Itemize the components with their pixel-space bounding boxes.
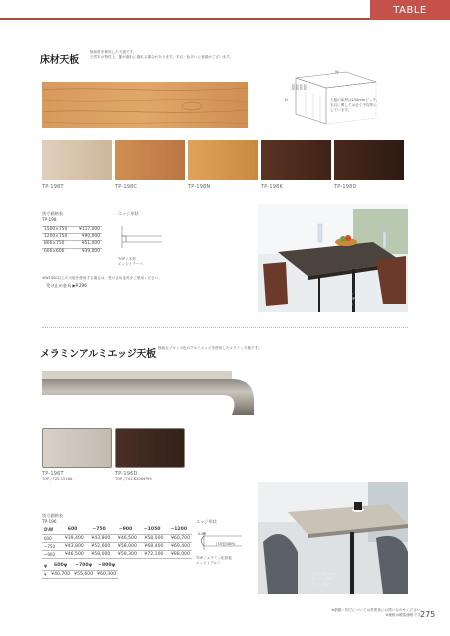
dim-d-label: D [285, 98, 288, 102]
caption-line: 天板: TP-196T [312, 572, 337, 576]
section2-title: メラミンアルミエッジ天板 [40, 349, 156, 360]
swatch-tp196d [115, 428, 185, 482]
desc-line-1: 無垢材を使用した天板です。 [90, 50, 137, 54]
edge-labels-2 [196, 556, 232, 566]
swatch-tp198n [188, 140, 258, 190]
edge-label-top: TOP / 木材 [118, 257, 136, 261]
section-label: TABLE [393, 4, 427, 16]
swatch-label: TP-198D [334, 184, 357, 190]
dim-stack-4: 150 [303, 84, 307, 91]
price-table [42, 226, 102, 255]
swatch-label: TP-198K [261, 184, 283, 190]
edge-title: エッジ形状 [118, 211, 139, 216]
dim-stack-1: 150 [291, 84, 295, 91]
price-grid [42, 526, 192, 559]
edge-label-edge: エッジ / テーパ [118, 262, 143, 266]
swatch-label: TP-196D [115, 471, 138, 477]
edge-size: (35型/48R) [216, 542, 236, 546]
dim-w-label: W [335, 70, 339, 74]
swatch-tp196t [42, 428, 112, 482]
swatch-sublabel: TOP / T25-1518A [42, 477, 73, 481]
footer-note: ※納期・別寸については営業者にお問い合わせください。 [331, 608, 424, 612]
price-table-title: 別寸価格表 [42, 211, 63, 216]
edge-label-top: TOP / メラミン化粧板 [196, 556, 232, 560]
table-row: 800×750 ¥51,000 [44, 241, 100, 247]
swatch-tp198d [334, 140, 404, 190]
desc-line-2: 天然木の特性上、節が割れに割れる場合があります。木目・色あいに表情がございます。 [90, 55, 234, 59]
price-grid-code: TP-196 [42, 519, 57, 524]
edge-label-edge: エッジ / アルミ [196, 561, 221, 565]
table-row: ~750 ¥43,800 ¥52,600 ¥58,000 ¥68,400 ¥69,400 [44, 543, 190, 549]
swatch-tp198c [115, 140, 185, 190]
round-price-grid [42, 562, 118, 579]
dim-stack-3: 150 [299, 84, 303, 91]
table-row: 600×600 ¥39,000 [44, 248, 100, 254]
photo-caption-1 [345, 292, 370, 307]
footnote: ※W1500以上の天板を使用する場合は、受け止め金具をご使用ください。 [42, 276, 162, 280]
edge-labels [118, 257, 143, 267]
section-tab [370, 0, 450, 20]
swatch-label: TP-198T [42, 184, 64, 190]
aluminum-edge-image [42, 371, 254, 415]
swatch-label: TP-196T [42, 471, 64, 477]
table-row: φ 600φ ~700φ ~800φ [42, 562, 118, 570]
caption-line: 脚: TP-185S [345, 297, 366, 301]
dim-note-3: しています。 [330, 108, 352, 112]
swatch-label: TP-198N [188, 184, 211, 190]
table-photo-1 [258, 204, 408, 312]
swatch-sublabel: TOP / T41-K2064*99 [115, 477, 152, 481]
edge-title-2: エッジ形状 [196, 519, 217, 524]
table-row: ¥ ¥40,700 ¥55,600 ¥60,300 [44, 571, 117, 577]
footer-notes [300, 608, 424, 618]
edge-profile-diagram [118, 220, 164, 252]
wood-slab-image [42, 82, 248, 128]
section1-desc [90, 50, 280, 60]
caption-line: 椅子: 別途 [312, 582, 329, 586]
section1-title: 床材天板 [40, 55, 79, 66]
section2-desc: 無垢なブロンズ色のアルミエッジを使用したメラミン天板です。 [158, 346, 262, 350]
caption-line: 脚: TP-185S [312, 577, 333, 581]
dim-stack-2: 150 [295, 84, 299, 91]
price-table-code: TP-198 [42, 217, 57, 222]
table-row: 600 ¥39,400 ¥43,800 ¥46,500 ¥58,000 ¥60,700 [44, 535, 190, 541]
swatch-tp198k [261, 140, 331, 190]
dim-stack [291, 84, 307, 126]
accessory-link[interactable]: 受け止め金具 ▶P.296 [46, 283, 87, 288]
caption-line: 椅子: 別途 [345, 302, 362, 306]
dim-note [330, 98, 410, 113]
price-grid-title: 別寸価格表 [42, 513, 63, 518]
page-number: 275 [420, 610, 436, 619]
dim-note-1: 天板の床材は150mmピッチ。 [330, 98, 380, 102]
edge-mark: 0.8R [198, 532, 207, 536]
caption-line: 天板: TP-198C [345, 292, 370, 296]
swatch-label: TP-198C [115, 184, 138, 190]
table-row: D\W 600 ~750 ~900 ~1050 ~1200 [42, 526, 192, 534]
dim-note-2: 木目に関しては全て不均等に [330, 103, 377, 107]
section-divider [42, 327, 408, 328]
photo-caption-2 [312, 572, 336, 587]
table-row: 1200×750 ¥90,000 [44, 234, 100, 240]
table-row: ~900 ¥46,500 ¥58,000 ¥59,300 ¥72,100 ¥88,000 [44, 551, 190, 557]
table-row: 1500×750 ¥117,000 [44, 227, 100, 232]
swatch-tp198t [42, 140, 112, 190]
footer-note: ※価格は税抜価格です。 [385, 613, 424, 617]
